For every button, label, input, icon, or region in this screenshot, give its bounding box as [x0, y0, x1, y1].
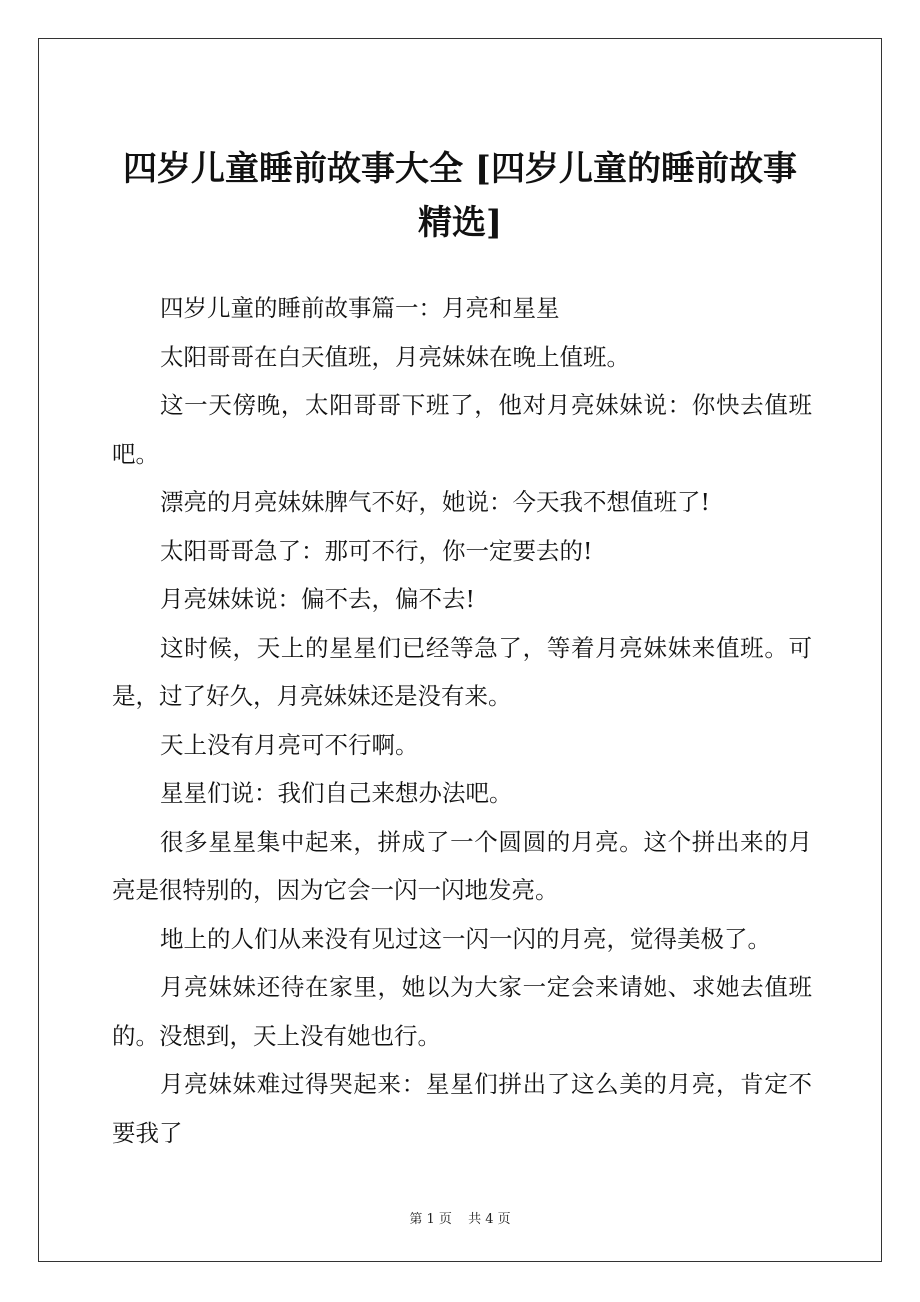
page-number: 第 1 页 — [409, 1212, 452, 1227]
paragraph: 太阳哥哥在白天值班，月亮妹妹在晚上值班。 — [160, 342, 630, 371]
paragraph: 这时候，天上的星星们已经等急了，等着月亮妹妹来值班。可是，过了好久，月亮妹妹还是没有来。 — [112, 633, 812, 710]
page-footer — [0, 1208, 920, 1227]
paragraph: 星星们说：我们自己来想办法吧。 — [160, 779, 513, 807]
page-total: 共 4 页 — [468, 1212, 511, 1227]
paragraph: 很多星星集中起来，拼成了一个圆圆的月亮。这个拼出来的月亮是很特别的，因为它会一闪一闪地发亮。 — [112, 827, 812, 904]
paragraph: 这一天傍晚，太阳哥哥下班了，他对月亮妹妹说：你快去值班吧。 — [112, 391, 812, 468]
paragraph: 四岁儿童的睡前故事篇一：月亮和星星 — [160, 294, 560, 322]
paragraph: 太阳哥哥急了：那可不行，你一定要去的! — [160, 536, 593, 565]
document-body — [112, 284, 812, 1157]
paragraph: 月亮妹妹说：偏不去，偏不去! — [160, 585, 475, 613]
paragraph: 地上的人们从来没有见过这一闪一闪的月亮，觉得美极了。 — [160, 924, 771, 953]
paragraph: 天上没有月亮可不行啊。 — [160, 730, 419, 759]
paragraph: 月亮妹妹难过得哭起来：星星们拼出了这么美的月亮，肯定不要我了 — [112, 1070, 812, 1147]
paragraph: 月亮妹妹还待在家里，她以为大家一定会来请她、求她去值班的。没想到，天上没有她也行。 — [112, 973, 812, 1050]
document-title: 四岁儿童睡前故事大全 [四岁儿童的睡前故事精选] — [123, 149, 797, 243]
paragraph: 漂亮的月亮妹妹脾气不好，她说：今天我不想值班了! — [160, 488, 710, 516]
